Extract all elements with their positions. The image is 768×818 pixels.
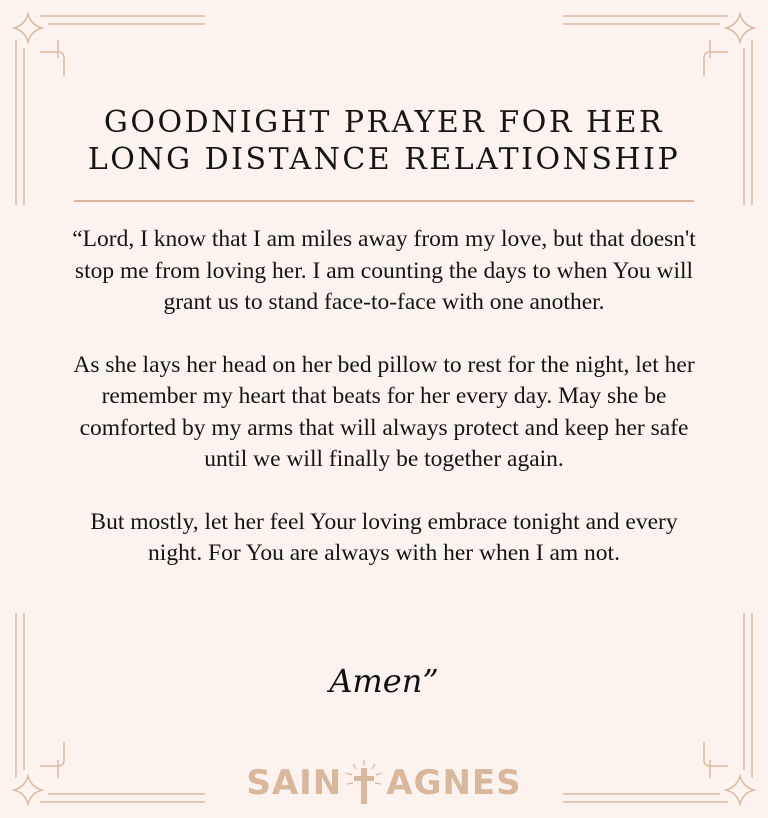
- brand-text-left: SAIN: [246, 763, 343, 803]
- title-line-1: GOODNIGHT PRAYER FOR HER: [103, 105, 665, 140]
- title-divider: [74, 200, 694, 202]
- page-title: [0, 104, 768, 178]
- title-line-2: LONG DISTANCE RELATIONSHIP: [87, 142, 681, 177]
- prayer-paragraph-2: As she lays her head on her bed pillow to rest for the night, let her remember my heart that beats for her every day. May she be comforted by my arms that will always protect and keep her safe until we will finally be together again.: [73, 351, 695, 472]
- prayer-closing: Amen”: [329, 662, 439, 700]
- cross-sunburst-icon: [344, 758, 384, 808]
- prayer-body: [64, 224, 704, 601]
- prayer-paragraph-1: “Lord, I know that I am miles away from my love, but that doesn't stop me from loving her. I am counting the days to when You will grant us to stand face-to-face with one another.: [72, 226, 696, 315]
- brand-text-right: AGNES: [386, 763, 522, 803]
- brand-logo: [0, 758, 768, 808]
- prayer-paragraph-3: But mostly, let her feel Your loving embrace tonight and every night. For You are always with her when I am not.: [90, 508, 678, 566]
